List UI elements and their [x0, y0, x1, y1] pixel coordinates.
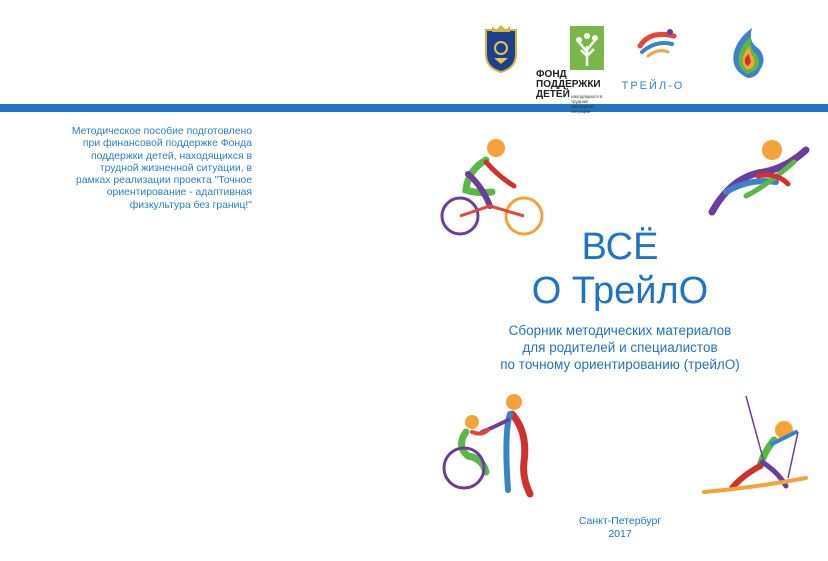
publication-place-year [560, 515, 680, 541]
subtitle-line: для родителей и специалистов [522, 340, 718, 355]
cover-subtitle [460, 322, 780, 373]
subtitle-line: Сборник методических материалов [508, 323, 732, 338]
year-label: 2017 [608, 528, 632, 540]
subtitle-line: по точному ориентированию (трейлО) [500, 357, 740, 372]
top-blue-stripe [0, 104, 828, 112]
cover-title [460, 225, 780, 313]
fond-logo-subtitle: находящихся в трудной жизненной ситуации [571, 94, 603, 114]
cover-title-line: ВСЁ [581, 226, 659, 268]
logo-row [0, 18, 828, 114]
treilo-logo-label: ТРЕЙЛ-О [621, 80, 685, 92]
city-label: Санкт-Петербург [578, 515, 662, 527]
wheelchair-assist-figure-icon [438, 392, 544, 498]
fond-tree-icon [570, 26, 604, 70]
flame-emblem-icon [726, 24, 770, 82]
treilo-logo-icon [636, 26, 678, 60]
cover-title-line: О ТрейлО [531, 270, 709, 312]
skier-figure-icon [702, 392, 810, 498]
funding-note: Методическое пособие подготовлено при финансовой поддержке Фонда поддержки детей, находящихся в трудной жизненной ситуации, в рамках реализации проекта "Точное ориентирование - адаптивная физкультура без границ!" [71, 126, 252, 211]
fond-logo-title: ФОНД ПОДДЕРЖКИ ДЕТЕЙ [536, 69, 601, 100]
runner-figure-icon [706, 136, 810, 220]
city-coat-of-arms-icon [482, 24, 520, 74]
